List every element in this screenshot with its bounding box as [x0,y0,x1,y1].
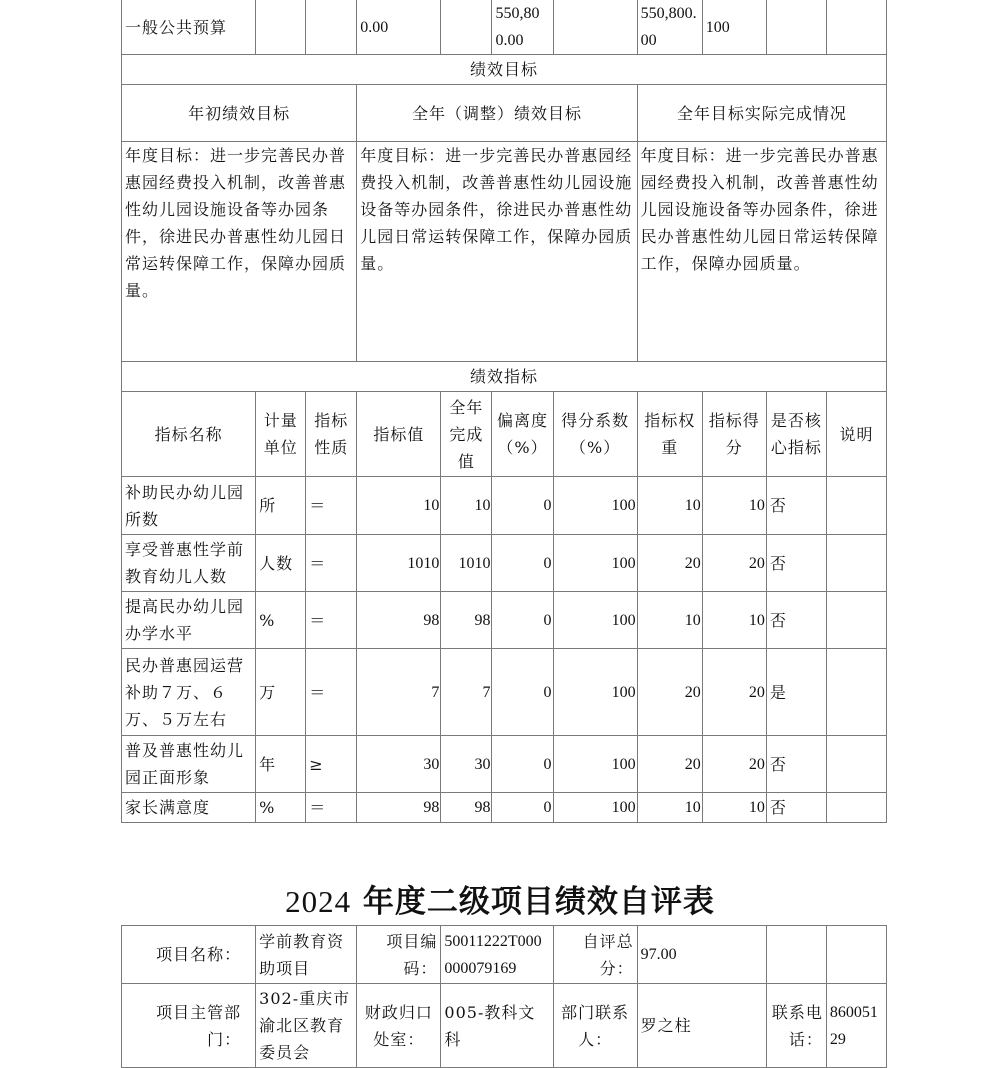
indicator-nature: ＝ [306,793,357,823]
budget-cell [553,0,637,55]
goal-adjusted-text: 年度目标：进一步完善民办普惠园经费投入机制，改善普惠性幼儿园设施设备等办园条件，徐进民办普惠性幼儿园日常运转保障工作，保障办园质量。 [357,142,637,362]
indicator-target: 98 [357,793,441,823]
indicator-deviation: 0 [492,649,553,736]
column-header: 指标权重 [637,392,702,477]
indicator-coefficient: 100 [553,592,637,649]
column-header: 偏离度（%） [492,392,553,477]
column-header: 说明 [826,392,886,477]
indicator-deviation: 0 [492,793,553,823]
indicator-row [122,736,887,793]
indicator-target: 7 [357,649,441,736]
indicator-weight: 10 [637,793,702,823]
indicator-row [122,793,887,823]
indicator-coefficient: 100 [553,649,637,736]
indicators-section-title: 绩效指标 [122,362,887,392]
indicator-core: 否 [766,592,826,649]
project-code-label: 项目编码： [357,926,441,984]
budget-cell [826,0,886,55]
indicator-unit: % [256,592,306,649]
empty-cell [826,926,886,984]
indicator-note [826,736,886,793]
indicator-core: 是 [766,649,826,736]
indicator-nature: ＝ [306,535,357,592]
indicator-weight: 20 [637,535,702,592]
indicator-target: 1010 [357,535,441,592]
budget-cell: 0.00 [357,0,441,55]
phone-value: 86005129 [826,984,886,1068]
indicator-row [122,592,887,649]
indicator-actual: 98 [441,592,492,649]
indicator-coefficient: 100 [553,736,637,793]
budget-label: 一般公共预算 [122,0,256,55]
indicator-note [826,793,886,823]
column-header: 指标名称 [122,392,256,477]
indicator-unit: 所 [256,477,306,535]
form-title-year: 2024 [285,884,352,919]
finance-office-label: 财政归口处室： [357,984,441,1068]
performance-table [121,0,887,823]
indicator-unit: 年 [256,736,306,793]
indicator-note [826,477,886,535]
contact-value: 罗之柱 [637,984,766,1068]
indicator-name: 民办普惠园运营补助７万、６万、５万左右 [122,649,256,736]
budget-cell [441,0,492,55]
finance-office-value: 005-教科文科 [441,984,553,1068]
indicator-nature: ＝ [306,477,357,535]
indicator-actual: 10 [441,477,492,535]
indicator-weight: 20 [637,736,702,793]
indicator-target: 30 [357,736,441,793]
indicator-note [826,649,886,736]
indicator-unit: 万 [256,649,306,736]
column-header: 指标性质 [306,392,357,477]
indicator-coefficient: 100 [553,477,637,535]
budget-cell [766,0,826,55]
dept-label: 项目主管部门： [122,984,256,1068]
indicator-deviation: 0 [492,736,553,793]
indicator-score: 20 [702,736,766,793]
goals-header-adjusted: 全年（调整）绩效目标 [357,85,637,142]
indicator-weight: 20 [637,649,702,736]
indicator-target: 10 [357,477,441,535]
indicator-core: 否 [766,477,826,535]
indicator-name: 提高民办幼儿园办学水平 [122,592,256,649]
indicator-name: 补助民办幼儿园所数 [122,477,256,535]
indicators-header-row [122,392,887,477]
indicator-coefficient: 100 [553,535,637,592]
indicator-score: 10 [702,592,766,649]
indicator-actual: 1010 [441,535,492,592]
goals-section-title: 绩效目标 [122,55,887,85]
goal-actual-text: 年度目标：进一步完善民办普惠园经费投入机制，改善普惠性幼儿园设施设备等办园条件，徐进民办普惠性幼儿园日常运转保障工作，保障办园质量。 [637,142,886,362]
indicator-core: 否 [766,736,826,793]
indicator-target: 98 [357,592,441,649]
contact-label: 部门联系人： [553,984,637,1068]
column-header: 是否核心指标 [766,392,826,477]
indicator-score: 10 [702,793,766,823]
indicator-name: 普及普惠性幼儿园正面形象 [122,736,256,793]
indicator-core: 否 [766,793,826,823]
indicator-actual: 30 [441,736,492,793]
indicator-deviation: 0 [492,592,553,649]
indicator-unit: % [256,793,306,823]
budget-cell: 550,800.00 [492,0,553,55]
project-code-value: 50011222T000000079169 [441,926,553,984]
dept-value: 302-重庆市渝北区教育委员会 [256,984,357,1068]
column-header: 指标值 [357,392,441,477]
indicator-coefficient: 100 [553,793,637,823]
project-info-table [121,925,887,1068]
column-header: 计量单位 [256,392,306,477]
empty-cell [766,926,826,984]
budget-row [122,0,887,55]
budget-cell [306,0,357,55]
indicator-actual: 7 [441,649,492,736]
self-score-value: 97.00 [637,926,766,984]
indicator-score: 20 [702,535,766,592]
self-score-label: 自评总分： [553,926,637,984]
budget-cell: 100 [702,0,766,55]
project-name-label: 项目名称： [122,926,256,984]
indicator-note [826,535,886,592]
indicator-weight: 10 [637,592,702,649]
indicator-actual: 98 [441,793,492,823]
goal-initial-text: 年度目标：进一步完善民办普惠园经费投入机制，改善普惠性幼儿园设施设备等办园条件，徐进民办普惠性幼儿园日常运转保障工作，保障办园质量。 [122,142,357,362]
goals-header-initial: 年初绩效目标 [122,85,357,142]
indicator-row [122,535,887,592]
indicator-core: 否 [766,535,826,592]
indicator-name: 家长满意度 [122,793,256,823]
indicator-nature: ≥ [306,736,357,793]
indicator-row [122,649,887,736]
goals-header-actual: 全年目标实际完成情况 [637,85,886,142]
indicator-unit: 人数 [256,535,306,592]
form-title-text: 年度二级项目绩效自评表 [362,884,715,920]
indicator-nature: ＝ [306,592,357,649]
form-title [0,876,1000,921]
indicator-weight: 10 [637,477,702,535]
indicator-score: 20 [702,649,766,736]
indicator-note [826,592,886,649]
indicator-name: 享受普惠性学前教育幼儿人数 [122,535,256,592]
indicator-row [122,477,887,535]
project-name-value: 学前教育资助项目 [256,926,357,984]
budget-cell [256,0,306,55]
indicator-deviation: 0 [492,535,553,592]
indicator-deviation: 0 [492,477,553,535]
phone-label: 联系电话： [766,984,826,1068]
indicator-nature: ＝ [306,649,357,736]
indicator-score: 10 [702,477,766,535]
column-header: 得分系数（%） [553,392,637,477]
budget-cell: 550,800.00 [637,0,702,55]
column-header: 指标得分 [702,392,766,477]
column-header: 全年完成值 [441,392,492,477]
